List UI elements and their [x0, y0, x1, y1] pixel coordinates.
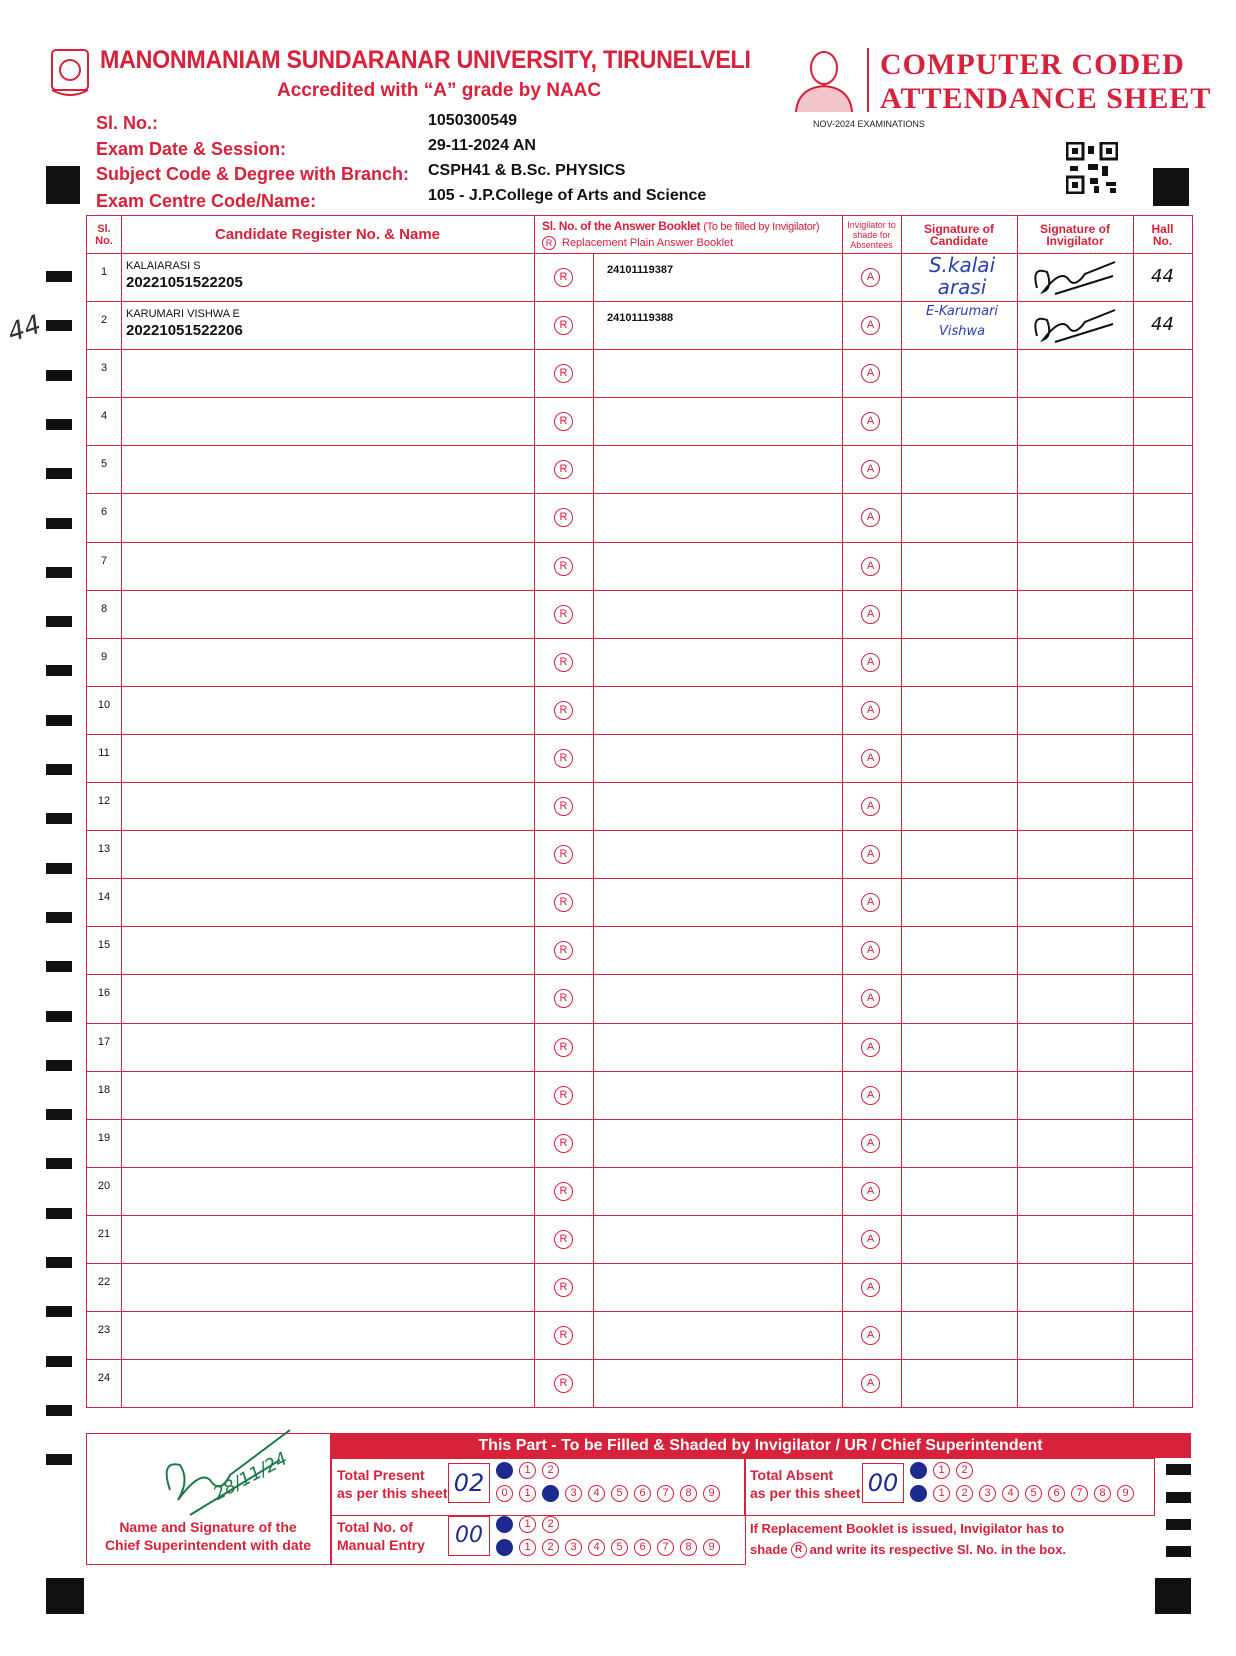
replacement-bubble[interactable]: R: [554, 508, 573, 527]
row-sl-no: 11: [98, 746, 110, 759]
timing-mark: [46, 764, 72, 775]
present-label-line1: Total Present: [337, 1467, 425, 1483]
timing-mark: [46, 271, 72, 282]
candidate-signature: [907, 302, 1017, 342]
replacement-bubble[interactable]: R: [554, 1374, 573, 1393]
row-sl-no: 22: [97, 1275, 111, 1288]
row-sl-no: 3: [100, 362, 108, 375]
row-sl-no: 1: [100, 266, 108, 278]
replacement-bubble[interactable]: R: [554, 845, 573, 864]
timing-mark: [46, 567, 72, 578]
replacement-bubble[interactable]: R: [554, 1278, 573, 1297]
row-sl-no: 21: [97, 1227, 111, 1240]
timing-mark: [46, 1011, 72, 1022]
centre-label: Exam Centre Code/Name:: [96, 191, 317, 211]
timing-mark: [46, 665, 72, 676]
replacement-note-shade: shade: [750, 1542, 788, 1557]
units-bubble[interactable]: 9: [703, 1539, 720, 1556]
absent-bubble[interactable]: A: [861, 1230, 880, 1249]
row-sl-no: 10: [97, 698, 111, 711]
manual-label-line1: Total No. of: [337, 1519, 413, 1535]
table-row: [87, 398, 1192, 446]
founder-portrait-icon: [792, 44, 856, 112]
absent-bubble[interactable]: A: [861, 364, 880, 383]
replacement-bubble[interactable]: R: [554, 316, 573, 335]
replacement-r-icon: R: [542, 236, 556, 250]
table-row: [87, 1120, 1192, 1168]
present-value-box[interactable]: 02: [448, 1463, 490, 1503]
sl-no-value: 1050300549: [428, 112, 517, 129]
units-bubble[interactable]: 0: [910, 1485, 927, 1502]
university-logo-icon: [46, 46, 94, 102]
units-bubble[interactable]: 2: [542, 1485, 559, 1502]
present-label: [337, 1466, 448, 1502]
units-bubble[interactable]: 6: [1048, 1485, 1065, 1502]
row-sl-no: 6: [100, 506, 108, 519]
replacement-bubble[interactable]: R: [554, 893, 573, 912]
exam-date-value: 29-11-2024 AN: [428, 137, 536, 154]
row-sl-no: 17: [97, 1035, 111, 1048]
timing-mark: [46, 468, 72, 479]
replacement-bubble[interactable]: R: [554, 460, 573, 479]
timing-mark: [46, 863, 72, 874]
absent-bubble[interactable]: A: [861, 557, 880, 576]
header-sig-candidate: Signature of Candidate: [923, 221, 994, 248]
timing-mark: [46, 419, 72, 430]
units-bubble[interactable]: 7: [1071, 1485, 1088, 1502]
absent-bubble[interactable]: A: [861, 460, 880, 479]
row-sl-no: 2: [100, 314, 108, 327]
absent-bubble[interactable]: A: [861, 1374, 880, 1393]
table-row: [87, 494, 1192, 542]
replacement-bubble[interactable]: R: [554, 1326, 573, 1345]
subject-label: Subject Code & Degree with Branch:: [96, 164, 410, 184]
sheet-title: [880, 48, 1211, 116]
units-bubble[interactable]: 5: [1025, 1485, 1042, 1502]
table-row: [87, 639, 1192, 687]
chief-label-line2: Chief Superintendent with date: [104, 1537, 312, 1553]
timing-mark: [1166, 1519, 1191, 1530]
units-bubble[interactable]: 1: [519, 1539, 536, 1556]
subject-value: CSPH41 & B.Sc. PHYSICS: [428, 162, 626, 179]
units-bubble[interactable]: 8: [1094, 1485, 1111, 1502]
timing-mark: [46, 1208, 72, 1219]
hall-number: 44: [1151, 314, 1174, 336]
units-bubble[interactable]: 3: [565, 1485, 582, 1502]
chief-date: 28/11/24: [209, 1448, 292, 1505]
table-row: [87, 302, 1192, 350]
timing-mark: [46, 370, 72, 381]
absent-bubble[interactable]: A: [861, 605, 880, 624]
absent-bubble[interactable]: A: [861, 508, 880, 527]
absent-bubble[interactable]: A: [861, 412, 880, 431]
units-bubble[interactable]: 7: [657, 1485, 674, 1502]
present-label-line2: as per this sheet: [337, 1485, 448, 1501]
replacement-note-line2: and write its respective Sl. No. in the box.: [809, 1542, 1067, 1557]
absent-bubble[interactable]: A: [861, 1086, 880, 1105]
units-bubble[interactable]: 1: [519, 1485, 536, 1502]
header-replacement: Replacement Plain Answer Booklet: [562, 236, 734, 249]
units-bubble[interactable]: 5: [611, 1539, 628, 1556]
candidate-name: KARUMARI VISHWA E: [126, 308, 240, 321]
absent-label-line1: Total Absent: [750, 1467, 834, 1483]
absent-bubble[interactable]: A: [861, 316, 880, 335]
tens-bubble[interactable]: 0: [910, 1462, 927, 1479]
tens-bubble[interactable]: 0: [496, 1516, 513, 1533]
booklet-number: 24101119388: [607, 312, 674, 325]
units-bubble[interactable]: 2: [542, 1539, 559, 1556]
header-absentee-shade: Invigilator to shade for Absentees: [847, 219, 896, 250]
absent-bubble[interactable]: A: [861, 941, 880, 960]
absent-bubble[interactable]: A: [861, 1326, 880, 1345]
replacement-bubble[interactable]: R: [554, 1086, 573, 1105]
table-row: [87, 1216, 1192, 1264]
absent-label-line2: as per this sheet: [750, 1485, 861, 1501]
tens-bubble[interactable]: 1: [519, 1516, 536, 1533]
row-sl-no: 18: [97, 1083, 111, 1096]
units-bubble[interactable]: 5: [611, 1485, 628, 1502]
units-bubble[interactable]: 9: [703, 1485, 720, 1502]
timing-mark: [46, 1356, 72, 1367]
replacement-bubble[interactable]: R: [554, 797, 573, 816]
absent-bubble[interactable]: A: [861, 1182, 880, 1201]
units-bubble[interactable]: 3: [979, 1485, 996, 1502]
table-row: [87, 1024, 1192, 1072]
units-bubble[interactable]: 1: [933, 1485, 950, 1502]
timing-mark: [46, 320, 72, 331]
absent-bubble[interactable]: A: [861, 893, 880, 912]
absent-value-box[interactable]: 00: [862, 1463, 904, 1503]
row-sl-no: 24: [97, 1372, 111, 1385]
absent-bubble[interactable]: A: [861, 797, 880, 816]
candidate-signature: [907, 254, 1017, 298]
header-candidate: Candidate Register No. & Name: [214, 225, 441, 243]
row-sl-no: 16: [97, 987, 111, 1000]
replacement-bubble[interactable]: R: [554, 412, 573, 431]
manual-label-line2: Manual Entry: [337, 1537, 425, 1553]
replacement-bubble[interactable]: R: [554, 268, 573, 287]
absent-bubble[interactable]: A: [861, 1134, 880, 1153]
row-sl-no: 5: [100, 458, 108, 471]
timing-mark: [46, 1109, 72, 1120]
candidate-signature-line1: S.kalai: [928, 253, 996, 277]
row-sl-no: 14: [97, 891, 111, 904]
units-bubble[interactable]: 9: [1117, 1485, 1134, 1502]
absent-bubble[interactable]: A: [861, 749, 880, 768]
manual-value-box[interactable]: 00: [448, 1516, 490, 1556]
replacement-note-line1: If Replacement Booklet is issued, Invigilator has to: [750, 1521, 1065, 1536]
accreditation-text: Accredited with “A” grade by NAAC: [277, 80, 602, 101]
header-booklet: [534, 216, 842, 253]
table-row: [87, 831, 1192, 879]
replacement-bubble[interactable]: R: [554, 653, 573, 672]
replacement-bubble[interactable]: R: [554, 1182, 573, 1201]
absent-bubble[interactable]: A: [861, 268, 880, 287]
chief-label: [86, 1518, 330, 1554]
timing-mark: [46, 1060, 72, 1071]
table-row: [87, 591, 1192, 639]
replacement-bubble[interactable]: R: [554, 941, 573, 960]
tens-bubble[interactable]: 2: [956, 1462, 973, 1479]
timing-mark: [46, 1405, 72, 1416]
row-sl-no: 13: [97, 843, 111, 856]
exam-session-line: NOV-2024 EXAMINATIONS: [813, 119, 925, 129]
margin-note: 44: [4, 309, 45, 349]
table-row: [87, 1360, 1192, 1408]
manual-label: [337, 1518, 425, 1554]
replacement-r-icon-note: R: [791, 1542, 807, 1558]
replacement-bubble[interactable]: R: [554, 749, 573, 768]
absent-bubble[interactable]: A: [861, 1278, 880, 1297]
units-bubble[interactable]: 8: [680, 1485, 697, 1502]
timing-mark: [46, 961, 72, 972]
timing-mark: [46, 1306, 72, 1317]
table-row: [87, 1264, 1192, 1312]
timing-mark-top-right: [1153, 168, 1189, 206]
units-bubble[interactable]: 4: [1002, 1485, 1019, 1502]
candidate-signature-line1: E-Karumari: [925, 304, 999, 320]
bottom-section-title: This Part - To be Filled & Shaded by Invigilator / UR / Chief Superintendent: [330, 1433, 1191, 1458]
table-row: [87, 446, 1192, 494]
tens-bubble[interactable]: 0: [496, 1462, 513, 1479]
timing-mark-top: [46, 166, 80, 204]
centre-value: 105 - J.P.College of Arts and Science: [428, 187, 707, 204]
replacement-bubble[interactable]: R: [554, 1134, 573, 1153]
table-row: [87, 1312, 1192, 1360]
replacement-bubble[interactable]: R: [554, 1038, 573, 1057]
table-row: [87, 783, 1192, 831]
timing-mark: [46, 715, 72, 726]
tens-bubble[interactable]: 2: [542, 1462, 559, 1479]
invigilator-signature-icon: [1025, 306, 1125, 346]
qr-code-icon: [1066, 142, 1118, 194]
units-bubble[interactable]: 3: [565, 1539, 582, 1556]
exam-date-label: Exam Date & Session:: [96, 139, 287, 159]
table-row: [87, 879, 1192, 927]
replacement-bubble[interactable]: R: [554, 557, 573, 576]
units-bubble[interactable]: 0: [496, 1539, 513, 1556]
absent-label: [750, 1466, 861, 1502]
units-bubble[interactable]: 0: [496, 1485, 513, 1502]
header-sig-invigilator: Signature of Invigilator: [1039, 221, 1110, 248]
replacement-bubble[interactable]: R: [554, 605, 573, 624]
sl-no-label: Sl. No.:: [96, 113, 158, 133]
invigilator-signature-icon: [1025, 258, 1125, 298]
header-booklet-title: Sl. No. of the Answer Booklet: [542, 218, 701, 233]
table-row: [87, 975, 1192, 1023]
tens-bubble[interactable]: 2: [542, 1516, 559, 1533]
row-sl-no: 7: [100, 554, 108, 567]
table-header: [87, 216, 1192, 254]
timing-mark: [46, 1257, 72, 1268]
candidate-signature-line2: arasi: [937, 275, 987, 299]
units-bubble[interactable]: 8: [680, 1539, 697, 1556]
units-bubble[interactable]: 7: [657, 1539, 674, 1556]
header-sl-no: Sl. No.: [95, 222, 113, 247]
replacement-bubble[interactable]: R: [554, 1230, 573, 1249]
timing-mark: [46, 912, 72, 923]
timing-mark: [46, 1158, 72, 1169]
tens-bubble[interactable]: 1: [933, 1462, 950, 1479]
header-hall: Hall No.: [1151, 221, 1174, 248]
replacement-note: [750, 1518, 1066, 1560]
university-name: MANONMANIAM SUNDARANAR UNIVERSITY, TIRUNELVELI: [100, 46, 751, 74]
table-row: [87, 735, 1192, 783]
hall-number: 44: [1151, 266, 1174, 287]
units-bubble[interactable]: 4: [588, 1485, 605, 1502]
table-row: [87, 687, 1192, 735]
timing-mark-bottom-right: [1155, 1578, 1191, 1614]
candidate-signature-line2: Vishwa: [938, 324, 986, 340]
table-row: [87, 254, 1192, 302]
timing-mark-bottom-left: [46, 1578, 84, 1614]
table-row: [87, 543, 1192, 591]
chief-signature-icon: [150, 1420, 310, 1520]
table-row: [87, 1168, 1192, 1216]
absent-bubble[interactable]: A: [861, 653, 880, 672]
timing-mark: [46, 616, 72, 627]
timing-mark: [1166, 1492, 1191, 1503]
units-bubble[interactable]: 2: [956, 1485, 973, 1502]
row-sl-no: 23: [97, 1324, 111, 1337]
candidate-register-no: 20221051522205: [126, 274, 243, 291]
table-row: [87, 350, 1192, 398]
header-booklet-note: (To be filled by Invigilator): [703, 220, 820, 233]
tens-bubble[interactable]: 1: [519, 1462, 536, 1479]
absent-bubble[interactable]: A: [861, 701, 880, 720]
timing-mark: [46, 518, 72, 529]
chief-label-line1: Name and Signature of the: [119, 1519, 297, 1535]
table-row: [87, 927, 1192, 975]
timing-mark: [1166, 1546, 1191, 1557]
units-bubble[interactable]: 6: [634, 1539, 651, 1556]
row-sl-no: 19: [97, 1131, 111, 1144]
sheet-title-line2: ATTENDANCE SHEET: [880, 82, 1212, 115]
absent-bubble[interactable]: A: [861, 989, 880, 1008]
candidate-register-no: 20221051522206: [126, 322, 243, 340]
replacement-bubble[interactable]: R: [554, 701, 573, 720]
row-sl-no: 20: [97, 1179, 111, 1192]
units-bubble[interactable]: 4: [588, 1539, 605, 1556]
table-row: [87, 1072, 1192, 1120]
attendance-table: [86, 215, 1193, 1408]
absent-bubble[interactable]: A: [861, 845, 880, 864]
row-sl-no: 8: [100, 602, 108, 615]
timing-mark: [1166, 1464, 1191, 1475]
sheet-title-line1: COMPUTER CODED: [880, 48, 1185, 81]
replacement-bubble[interactable]: R: [554, 989, 573, 1008]
row-sl-no: 4: [100, 410, 108, 423]
replacement-bubble[interactable]: R: [554, 364, 573, 383]
timing-mark: [46, 1454, 72, 1465]
title-divider: [867, 48, 869, 112]
row-sl-no: 15: [97, 939, 111, 952]
timing-mark: [46, 813, 72, 824]
row-sl-no: 9: [100, 650, 108, 663]
candidate-name: KALAIARASI S: [126, 260, 201, 272]
booklet-number: 24101119387: [607, 264, 674, 276]
row-sl-no: 12: [97, 795, 111, 808]
absent-bubble[interactable]: A: [861, 1038, 880, 1057]
units-bubble[interactable]: 6: [634, 1485, 651, 1502]
